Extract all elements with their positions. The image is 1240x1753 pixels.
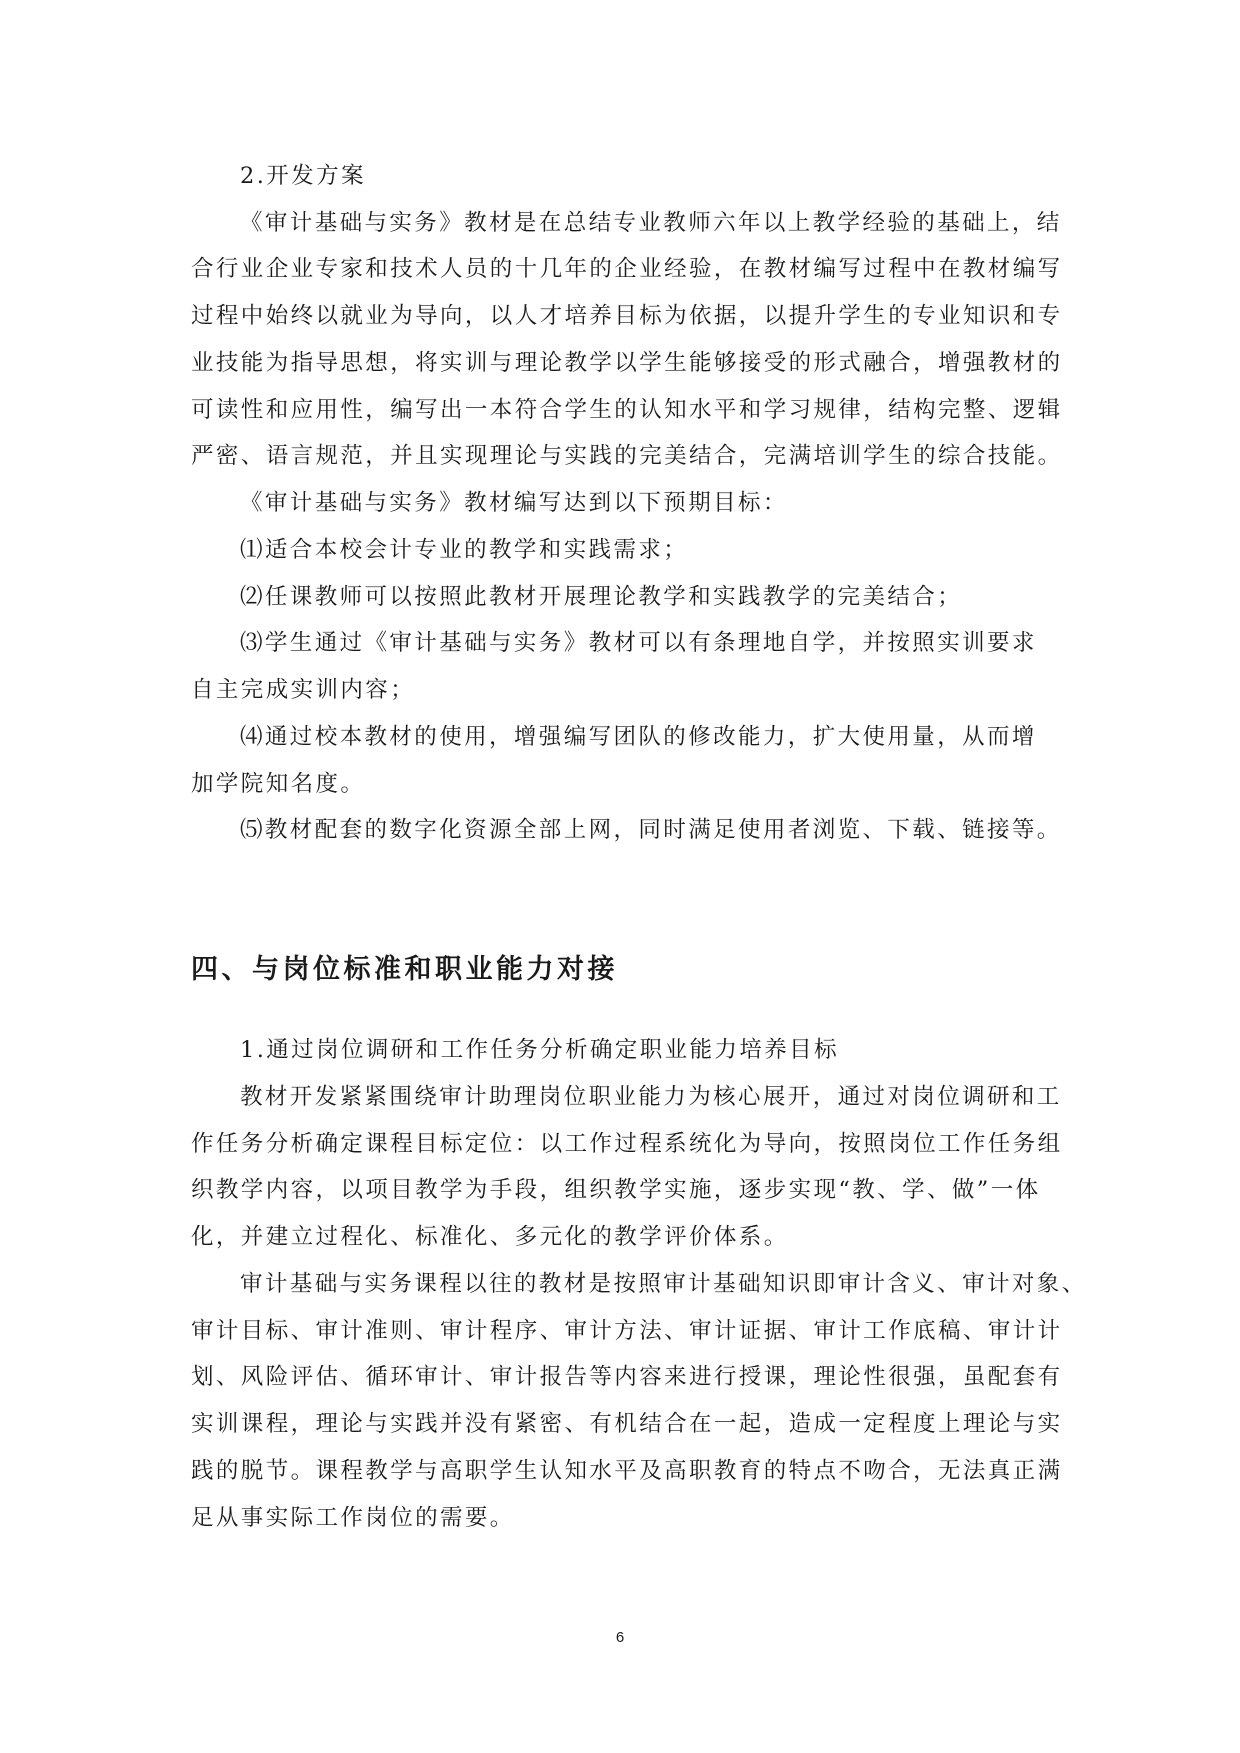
paragraph-line: 可读性和应用性，编写出一本符合学生的认知水平和学习规律，结构完整、逻辑 [191,397,1063,423]
goal-item-3-cont: 自主完成实训内容； [191,677,416,703]
paragraph-line: 审计基础与实务课程以往的教材是按照审计基础知识即审计含义、审计对象、 [240,1271,1087,1297]
subheading-development-plan: 2.开发方案 [240,163,366,189]
paragraph-line: 教材开发紧紧围绕审计助理岗位职业能力为核心展开，通过对岗位调研和工 [240,1084,1062,1110]
paragraph-line: 划、风险评估、循环审计、审计报告等内容来进行授课，理论性很强，虽配套有 [191,1364,1063,1390]
paragraph-line: 《审计基础与实务》教材是在总结专业教师六年以上教学经验的基础上，结 [240,210,1062,236]
paragraph-line: 过程中始终以就业为导向，以人才培养目标为依据，以提升学生的专业知识和专 [191,303,1063,329]
paragraph-line: 《审计基础与实务》教材编写达到以下预期目标： [240,490,788,516]
paragraph-line: 业技能为指导思想，将实训与理论教学以学生能够接受的形式融合，增强教材的 [191,350,1063,376]
paragraph-line: 践的脱节。课程教学与高职学生认知水平及高职教育的特点不吻合，无法真正满 [191,1458,1063,1484]
paragraph-line: 织教学内容，以项目教学为手段，组织教学实施，逐步实现“教、学、做”一体 [191,1177,1041,1203]
page-number: 6 [615,1629,625,1646]
paragraph-line: 合行业企业专家和技术人员的十几年的企业经验，在教材编写过程中在教材编写 [191,256,1063,282]
goal-item-2: ⑵任课教师可以按照此教材开展理论教学和实践教学的完美结合； [240,584,963,610]
paragraph-line: 审计目标、审计准则、审计程序、审计方法、审计证据、审计工作底稿、审计计 [191,1318,1063,1344]
paragraph-line: 实训课程，理论与实践并没有紧密、有机结合在一起，造成一定程度上理论与实 [191,1411,1063,1437]
section-title: 四、与岗位标准和职业能力对接 [191,954,618,985]
paragraph-line: 化，并建立过程化、标准化、多元化的教学评价体系。 [191,1224,789,1250]
goal-item-4-cont: 加学院知名度。 [191,771,366,797]
paragraph-line: 足从事实际工作岗位的需要。 [191,1505,515,1531]
paragraph-line: 作任务分析确定课程目标定位：以工作过程系统化为导向，按照岗位工作任务组 [191,1131,1063,1157]
goal-item-1: ⑴适合本校会计专业的教学和实践需求； [240,537,689,563]
subheading-job-analysis: 1.通过岗位调研和工作任务分析确定职业能力培养目标 [240,1037,839,1063]
goal-item-3: ⑶学生通过《审计基础与实务》教材可以有条理地自学，并按照实训要求 [240,630,1037,656]
paragraph-line: 严密、语言规范，并且实现理论与实践的完美结合，完满培训学生的综合技能。 [191,443,1063,469]
goal-item-4: ⑷通过校本教材的使用，增强编写团队的修改能力，扩大使用量，从而增 [240,724,1037,750]
goal-item-5: ⑸教材配套的数字化资源全部上网，同时满足使用者浏览、下载、链接等。 [240,817,1062,843]
